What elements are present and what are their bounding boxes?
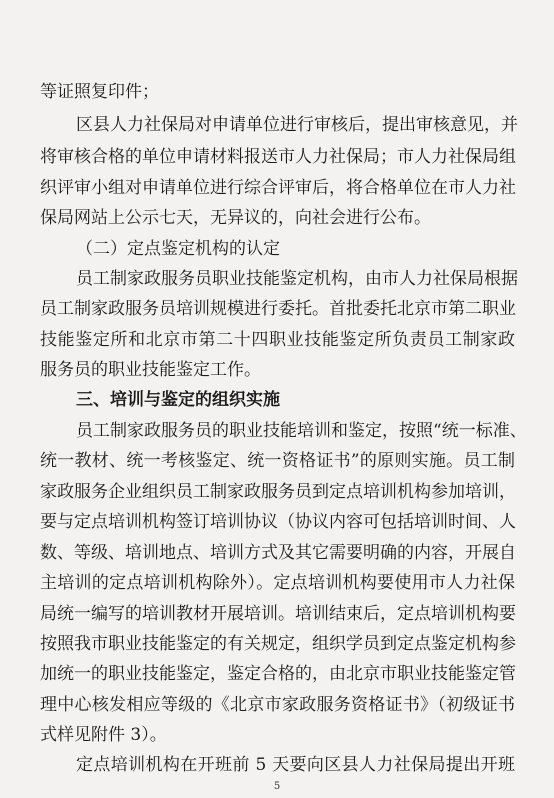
paragraph-line: 加统一的职业技能鉴定，鉴定合格的，由北京市职业技能鉴定管 (40, 664, 516, 684)
paragraph-line: 主培训的定点培训机构除外）。定点培训机构要使用市人力社保 (40, 573, 515, 593)
paragraph-line: 区县人力社保局对申请单位进行审核后，提出审核意见，并 (76, 115, 518, 135)
paragraph-line: 员工制家政服务员职业技能鉴定机构，由市人力社保局根据 (76, 269, 518, 289)
paragraph-line: 定点培训机构在开班前 5 天要向区县人力社保局提出开班 (76, 755, 515, 775)
paragraph-line: 将审核合格的单位申请材料报送市人力社保局；市人力社保局组 (40, 147, 516, 167)
paragraph-line: 局统一编写的培训教材开展培训。培训结束后，定点培训机构要 (40, 604, 516, 624)
page-number: 5 (273, 781, 281, 792)
paragraph-line: 员工制家政服务员的职业技能培训和鉴定，按照“统一标准、 (76, 421, 527, 441)
paragraph-line: 织评审小组对申请单位进行综合评审后，将合格单位在市人力社 (40, 178, 516, 198)
paragraph-line: 式样见附件 3）。 (40, 725, 167, 745)
paragraph-line: 数、等级、培训地点、培训方式及其它需要明确的内容，开展自 (40, 543, 516, 563)
paragraph-line: 等证照复印件； (40, 82, 159, 102)
paragraph-line: 理中心核发相应等级的《北京市家政服务资格证书》（初级证书 (40, 695, 515, 715)
paragraph-line: 统一教材、统一考核鉴定、统一资格证书”的原则实施。员工制 (40, 451, 515, 471)
paragraph-line: 技能鉴定所和北京市第二十四职业技能鉴定所负责员工制家政 (40, 330, 515, 350)
section-heading: 三、培训与鉴定的组织实施 (76, 390, 280, 410)
paragraph-line: 家政服务企业组织员工制家政服务员到定点培训机构参加培训， (40, 482, 516, 502)
paragraph-line: 保局网站上公示七天，无异议的，向社会进行公布。 (40, 208, 431, 228)
section-subheading: （二）定点鉴定机构的认定 (76, 239, 280, 259)
paragraph-line: 要与定点培训机构签订培训协议（协议内容可包括培训时间、人 (40, 512, 516, 532)
paragraph-line: 按照我市职业技能鉴定的有关规定，组织学员到定点鉴定机构参 (40, 634, 516, 654)
paragraph-line: 服务员的职业技能鉴定工作。 (40, 360, 261, 380)
paragraph-line: 员工制家政服务员培训规模进行委托。首批委托北京市第二职业 (40, 299, 516, 319)
